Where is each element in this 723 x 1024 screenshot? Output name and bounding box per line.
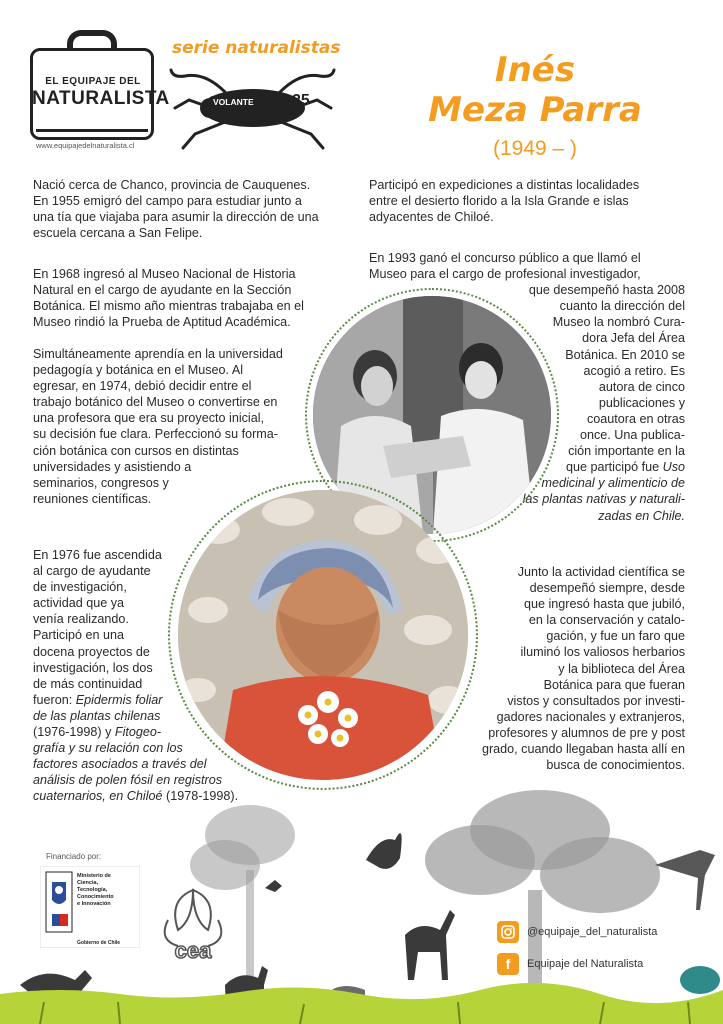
project-title-epidermis: de las plantas chilenas (33, 708, 161, 723)
text-line: su decisión fue clara. Perfeccionó su forma- (33, 427, 278, 442)
text-line: ción botánica con cursos en distintas (33, 443, 239, 458)
ministry-name (77, 873, 114, 908)
text-line: iluminó los valiosos herbarios (520, 645, 685, 660)
text-line: busca de conocimientos. (546, 758, 685, 773)
text-line: escuela cercana a San Felipe. (33, 226, 203, 241)
naturalista-logo (22, 30, 170, 150)
ministry-line: Tecnología, (77, 887, 108, 893)
text-line: En 1955 emigró del campo para estudiar junto a (33, 194, 302, 209)
text-line: y la biblioteca del Área (558, 661, 685, 676)
cea-text: cea (174, 938, 212, 963)
text-line: Simultáneamente aprendía en la universidad (33, 347, 283, 361)
text-line: En 1993 ganó el concurso público a que llamó el (369, 251, 641, 265)
paragraph-birth (33, 177, 373, 241)
paragraph-expeditions (369, 177, 699, 225)
text-line: dora Jefa del Área (582, 331, 685, 346)
photo-ines-in-field (178, 490, 468, 780)
text-line: egresar, en 1974, debió decidir entre el (33, 379, 252, 394)
text-line: En 1968 ingresó al Museo Nacional de Historia (33, 267, 296, 281)
publication-title: las plantas nativas y naturali- (522, 492, 685, 507)
text-line: gación, y fue un faro que (546, 629, 685, 644)
text-line: de investigación, (33, 580, 127, 595)
text-line: actividad que ya (33, 596, 125, 611)
text-fragment: que participó fue (565, 460, 663, 475)
naturalist-last-name: Meza Parra (428, 90, 642, 130)
text-line: una tía que viajaba para asumir la dirección de una (33, 210, 319, 225)
text-line: Nació cerca de Chanco, provincia de Cauquenes. (33, 178, 311, 192)
text-line: profesores y alumnos de pre y post (488, 725, 685, 740)
logo-text-line2: NATURALISTA (32, 88, 170, 109)
cea-logo (148, 880, 238, 970)
text-line: trabajo botánico del Museo o convertirse en (33, 395, 278, 410)
text-line: cuanto la dirección del (559, 299, 685, 314)
beetle-icon (165, 62, 340, 154)
text-line: docena proyectos de (33, 644, 150, 659)
logo-grass-decoration (36, 118, 148, 132)
project-title-fitogeografia: factores asociados a través del (33, 757, 207, 772)
text-line: Participó en expediciones a distintas localidades (369, 178, 640, 192)
text-line: Natural en el cargo de ayudante en la Sección (33, 283, 292, 298)
volante-n-label: n° (274, 97, 283, 107)
text-line: ción importante en la (568, 444, 685, 459)
text-line: investigación, los dos (33, 660, 153, 675)
project-title-epidermis: Epidermis foliar (75, 692, 163, 707)
project-title-fitogeografia: cuaternarios, en Chiloé (33, 789, 163, 804)
instagram-handle: @equipaje_del_naturalista (527, 926, 658, 938)
volante-number: 25 (292, 92, 310, 109)
text-line: vistos y consultados por investi- (507, 693, 685, 708)
text-line: acogió a retiro. Es (583, 363, 685, 378)
website-url[interactable]: www.equipajedelnaturalista.cl (36, 141, 135, 150)
text-line: que ingresó hasta que jubiló, (523, 597, 685, 612)
text-fragment: fueron: (33, 692, 76, 707)
text-fragment: (1976-1998) y (33, 725, 115, 740)
facebook-link[interactable] (497, 953, 643, 975)
text-line: Botánica para que fueran (543, 677, 685, 692)
text-line: Museo la nombró Cura- (552, 315, 685, 330)
facebook-name: Equipaje del Naturalista (527, 958, 644, 970)
text-line: autora de cinco (598, 379, 685, 394)
text-line: Junto la actividad científica se (517, 565, 685, 579)
text-line: reuniones científicas. (33, 491, 152, 506)
text-line: una profesora que era su proyecto inicial, (33, 411, 265, 426)
text-line: Botánica. En 2010 se (565, 347, 685, 362)
text-line: seminarios, congresos y (33, 475, 169, 490)
text-line: desempeñó siempre, desde (529, 581, 685, 596)
text-line: Botánica. El mismo año mientras trabajaba en el (33, 299, 304, 314)
text-line: pedagogía y botánica en el Museo. Al (33, 363, 244, 378)
text-line: once. Una publica- (579, 428, 685, 443)
ministry-line: Ciencia, (77, 880, 99, 886)
text-line: Museo para el cargo de profesional investigador, (369, 267, 641, 282)
text-line: grado, cuando llegaban hasta allí en (481, 742, 685, 757)
publication-title: Uso (662, 460, 685, 475)
text-line: publicaciones y (598, 395, 685, 410)
facebook-icon: f (497, 953, 519, 975)
text-line: de más continuidad (33, 676, 143, 691)
text-line: que desempeñó hasta 2008 (528, 283, 685, 298)
text-line: Museo rindió la Prueba de Aptitud Académica. (33, 315, 291, 330)
project-title-fitogeografia: análisis de polen fósil en registros (33, 773, 223, 788)
ministry-line: e Innovación (77, 901, 111, 907)
text-line: coautora en otras (586, 411, 685, 426)
text-line: venía realizando. (33, 612, 129, 627)
ministry-line: Ministerio de (77, 873, 111, 879)
instagram-icon (497, 921, 519, 943)
text-line: al cargo de ayudante (33, 564, 151, 579)
text-line: En 1976 fue ascendida (33, 548, 162, 562)
funded-by-label: Financiado por: (46, 852, 102, 861)
publication-title: zadas en Chile. (598, 508, 685, 523)
government-label: Gobierno de Chile (77, 940, 121, 946)
project-title-fitogeografia: Fitogeo- (114, 725, 162, 740)
text-line: gadores nacionales y extranjeros, (496, 709, 685, 724)
paragraph-museum-entry (33, 266, 373, 330)
logo-text-line1: EL EQUIPAJE DEL (45, 76, 141, 87)
naturalist-first-name: Inés (494, 50, 576, 90)
ministry-line: Conocimiento (77, 894, 114, 900)
instagram-link[interactable] (497, 921, 657, 943)
paragraph-conservation (440, 564, 685, 773)
volante-label: VOLANTE (213, 97, 254, 107)
text-line: entre el desierto florido a la Isla Grande e islas (369, 194, 629, 209)
life-years: (1949 – ) (492, 137, 578, 160)
series-title: serie naturalistas (172, 38, 341, 58)
publication-title: medicinal y alimenticio de (541, 476, 685, 491)
text-line: Participó en una (33, 628, 125, 643)
text-line: adyacentes de Chiloé. (369, 210, 494, 225)
text-line: universidades y asistiendo a (33, 459, 192, 474)
project-title-fitogeografia: grafía y su relación con los (33, 741, 183, 756)
text-fragment: (1978-1998). (162, 789, 239, 804)
text-line: en la conservación y catalo- (528, 613, 685, 628)
